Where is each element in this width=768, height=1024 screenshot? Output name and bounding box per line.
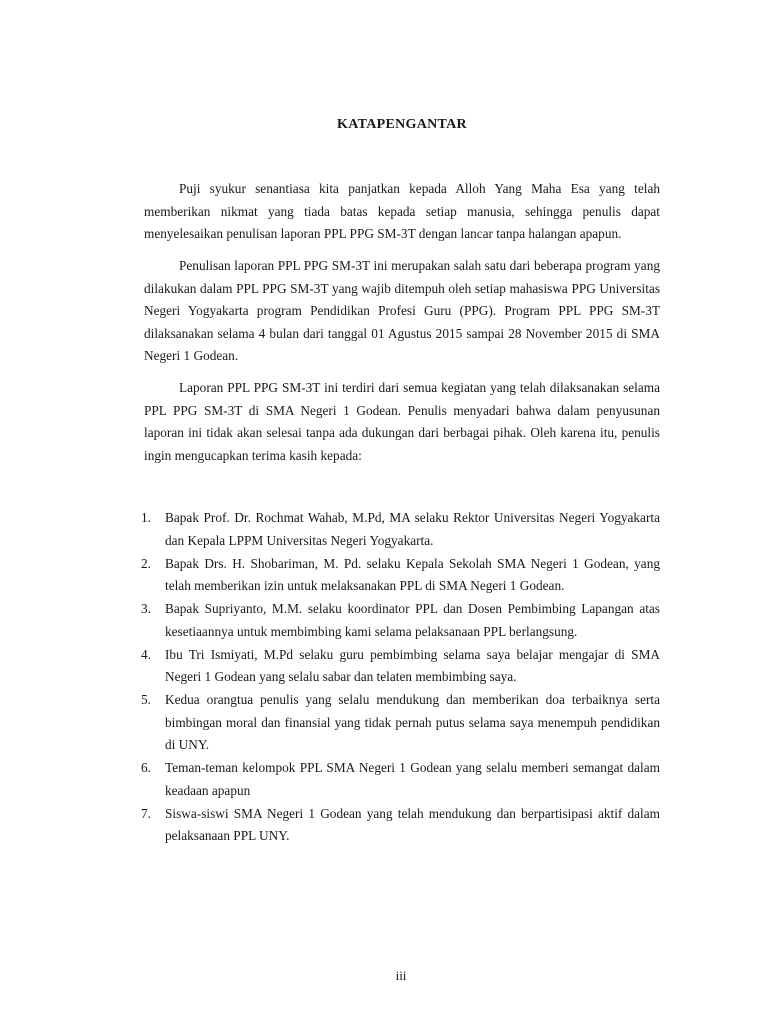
body-text	[144, 178, 660, 477]
list-item-number: 5.	[141, 692, 151, 707]
list-item	[141, 644, 660, 689]
list-item-text: Siswa-siswi SMA Negeri 1 Godean yang telah mendukung dan berpartisipasi aktif dalam pelaksanaan PPL UNY.	[165, 805, 660, 843]
paragraph-3: Laporan PPL PPG SM-3T ini terdiri dari semua kegiatan yang telah dilaksanakan selama PPL PPG SM-3T di SMA Negeri 1 Godean. Penulis menyadari bahwa dalam penyusunan laporan ini tidak akan selesai tanpa ada dukungan dari berbagai pihak. Oleh karena itu, penulis ingin mengucapkan terima kasih kepada:	[144, 380, 660, 463]
acknowledgement-list	[141, 507, 660, 848]
list-item-text: Bapak Prof. Dr. Rochmat Wahab, M.Pd, MA selaku Rektor Universitas Negeri Yogyakarta dan Kepala LPPM Universitas Negeri Yogyakarta.	[165, 510, 660, 548]
list-item-number: 4.	[141, 646, 151, 662]
page-title: KATAPENGANTAR	[337, 117, 467, 132]
list-item	[141, 757, 660, 802]
list-item	[141, 507, 660, 552]
page-number: iii	[395, 968, 407, 983]
list-item-number: 2.	[141, 555, 151, 571]
list-item-number: 3.	[141, 601, 151, 616]
list-item-text: Teman-teman kelompok PPL SMA Negeri 1 Godean yang selalu memberi semangat dalam keadaan apapun	[165, 760, 660, 798]
list-item-number: 6.	[141, 760, 151, 775]
list-item-text: Ibu Tri Ismiyati, M.Pd selaku guru pembimbing selama saya belajar mengajar di SMA Negeri 1 Godean yang selalu sabar dan telaten membimbing saya.	[165, 646, 660, 684]
list-item	[141, 803, 660, 848]
list-item-text: Bapak Supriyanto, M.M. selaku koordinator PPL dan Dosen Pembimbing Lapangan atas kesetiaannya untuk membimbing kami selama pelaksanaan PPL berlangsung.	[165, 601, 660, 639]
list-item	[141, 553, 660, 598]
paragraph-1: Puji syukur senantiasa kita panjatkan kepada Alloh Yang Maha Esa yang telah memberikan nikmat yang tiada batas kepada setiap manusia, sehingga penulis dapat menyelesaikan penulisan laporan PPL PPG SM-3T dengan lancar tanpa halangan apapun.	[144, 181, 660, 241]
list-item	[141, 598, 660, 643]
list-item-text: Kedua orangtua penulis yang selalu mendukung dan memberikan doa terbaiknya serta bimbingan moral dan finansial yang tidak pernah putus selama saya menempuh pendidikan di UNY.	[165, 692, 660, 752]
list-item	[141, 689, 660, 757]
list-item-number: 1.	[141, 510, 151, 525]
paragraph-2: Penulisan laporan PPL PPG SM-3T ini merupakan salah satu dari beberapa program yang dilakukan dalam PPL PPG SM-3T yang wajib ditempuh oleh setiap mahasiswa PPG Universitas Negeri Yogyakarta program Pendidikan Profesi Guru (PPG). Program PPL PPG SM-3T dilaksanakan selama 4 bulan dari tanggal 01 Agustus 2015 sampai 28 November 2015 di SMA Negeri 1 Godean.	[144, 258, 660, 363]
list-item-number: 7.	[141, 805, 151, 821]
list-item-text: Bapak Drs. H. Shobariman, M. Pd. selaku Kepala Sekolah SMA Negeri 1 Godean, yang telah memberikan izin untuk melaksanakan PPL di SMA Negeri 1 Godean.	[165, 555, 660, 593]
